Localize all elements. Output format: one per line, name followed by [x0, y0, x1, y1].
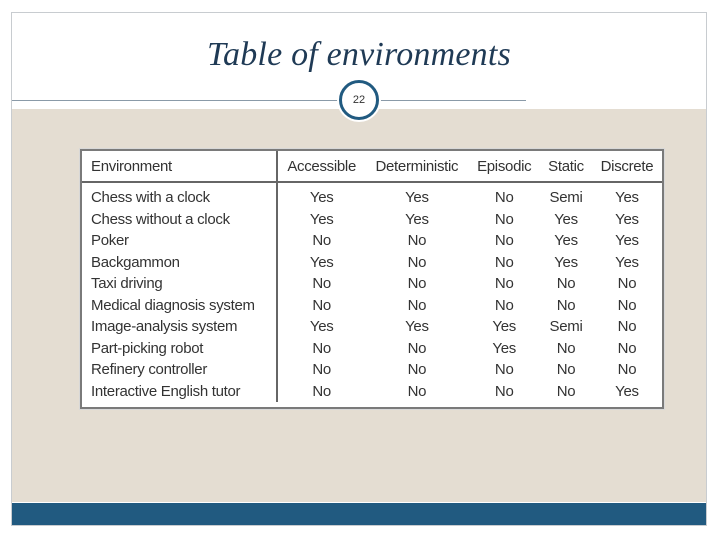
- cell-discrete: Yes: [615, 210, 639, 228]
- cell-deterministic: No: [407, 232, 427, 250]
- table-row: [82, 182, 662, 209]
- cell-environment: Backgammon: [82, 252, 277, 274]
- cell-static: Yes: [554, 232, 578, 250]
- cell-environment: Taxi driving: [82, 273, 277, 295]
- cell-deterministic: Yes: [405, 318, 429, 336]
- cell-episodic: No: [494, 232, 514, 250]
- cell-episodic: No: [494, 382, 514, 400]
- cell-accessible: No: [312, 296, 331, 314]
- column-header-discrete: Discrete: [592, 151, 662, 182]
- cell-deterministic: Yes: [405, 189, 429, 207]
- cell-environment: Part-picking robot: [82, 338, 277, 360]
- cell-accessible: Yes: [309, 189, 334, 207]
- table-row: [82, 316, 662, 338]
- cell-deterministic: No: [407, 296, 427, 314]
- environments-table-image: [80, 149, 664, 409]
- cell-environment: Refinery controller: [82, 359, 277, 381]
- cell-episodic: No: [494, 210, 514, 228]
- cell-static: No: [556, 339, 576, 357]
- cell-static: Yes: [554, 210, 578, 228]
- column-header-deterministic: Deterministic: [365, 151, 468, 182]
- cell-deterministic: Yes: [405, 210, 429, 228]
- page-number-badge: [339, 80, 379, 120]
- cell-discrete: Yes: [615, 189, 639, 207]
- cell-static: No: [556, 275, 576, 293]
- cell-accessible: Yes: [309, 210, 334, 228]
- slide-title: Table of environments: [207, 36, 511, 73]
- cell-static: No: [556, 296, 576, 314]
- cell-accessible: Yes: [309, 318, 334, 336]
- cell-accessible: No: [312, 361, 331, 379]
- cell-discrete: Yes: [615, 253, 639, 271]
- table-row: [82, 381, 662, 403]
- cell-static: Yes: [554, 253, 578, 271]
- table-body: [82, 182, 662, 402]
- cell-deterministic: No: [407, 361, 427, 379]
- cell-discrete: No: [617, 339, 637, 357]
- cell-episodic: Yes: [492, 318, 516, 336]
- cell-environment: Poker: [82, 230, 277, 252]
- cell-deterministic: No: [407, 253, 427, 271]
- cell-environment: Chess with a clock: [82, 182, 277, 209]
- cell-deterministic: No: [407, 275, 427, 293]
- column-header-episodic: Episodic: [468, 151, 540, 182]
- environments-table: [82, 151, 662, 402]
- column-header-static: Static: [540, 151, 592, 182]
- cell-discrete: No: [617, 275, 637, 293]
- cell-episodic: No: [494, 275, 514, 293]
- cell-environment: Medical diagnosis system: [82, 295, 277, 317]
- cell-accessible: No: [312, 339, 331, 357]
- cell-accessible: No: [312, 275, 331, 293]
- cell-accessible: No: [312, 232, 331, 250]
- cell-episodic: No: [494, 253, 514, 271]
- cell-discrete: Yes: [615, 382, 639, 400]
- cell-discrete: No: [617, 361, 637, 379]
- table-row: [82, 295, 662, 317]
- cell-accessible: Yes: [309, 253, 334, 271]
- table-row: [82, 209, 662, 231]
- cell-accessible: No: [312, 382, 331, 400]
- column-header-environment: Environment: [82, 151, 277, 182]
- cell-environment: Chess without a clock: [82, 209, 277, 231]
- column-header-accessible: Accessible: [277, 151, 366, 182]
- page-number: 22: [352, 94, 366, 106]
- cell-episodic: No: [494, 189, 514, 207]
- cell-episodic: No: [494, 361, 514, 379]
- cell-discrete: No: [617, 318, 637, 336]
- cell-static: No: [556, 382, 576, 400]
- cell-static: No: [556, 361, 576, 379]
- title-divider: [12, 100, 526, 101]
- cell-episodic: No: [494, 296, 514, 314]
- footer-bar: [12, 503, 706, 525]
- table-row: [82, 338, 662, 360]
- table-row: [82, 230, 662, 252]
- cell-discrete: Yes: [615, 232, 639, 250]
- table-row: [82, 359, 662, 381]
- cell-episodic: Yes: [492, 339, 516, 357]
- cell-discrete: No: [617, 296, 637, 314]
- table-header-row: [82, 151, 662, 182]
- table-row: [82, 252, 662, 274]
- cell-environment: Interactive English tutor: [82, 381, 277, 403]
- table-row: [82, 273, 662, 295]
- cell-environment: Image-analysis system: [82, 316, 277, 338]
- cell-static: Semi: [549, 189, 583, 207]
- cell-static: Semi: [549, 318, 583, 336]
- cell-deterministic: No: [407, 339, 427, 357]
- cell-deterministic: No: [407, 382, 427, 400]
